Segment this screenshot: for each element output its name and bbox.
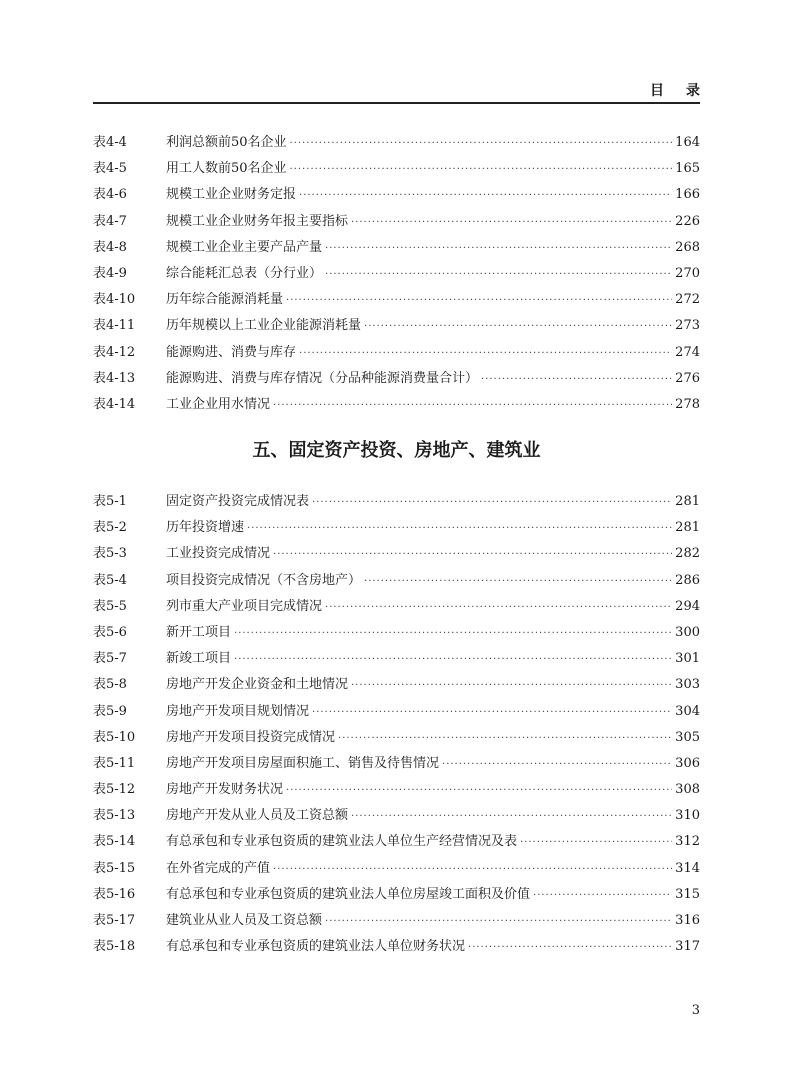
table-code: 表5-7	[93, 651, 127, 667]
entry-title: 项目投资完成情况（不含房地产）	[166, 572, 362, 588]
entry-title: 固定资产投资完成情况表	[166, 494, 310, 509]
toc-entry[interactable]	[93, 367, 700, 393]
table-code: 表5-17	[93, 913, 136, 928]
table-code: 表5-10	[93, 729, 136, 745]
table-code: 表5-6	[93, 624, 127, 640]
toc-entry[interactable]	[93, 673, 700, 699]
entry-page: 268	[675, 239, 700, 255]
toc-entry[interactable]	[93, 314, 700, 340]
toc-entry[interactable]	[93, 595, 700, 621]
entry-page: 308	[675, 782, 700, 798]
dot-leader	[286, 785, 672, 796]
table-code: 表4-10	[93, 292, 136, 308]
toc-entry[interactable]	[93, 752, 700, 778]
entry-title: 房地产开发财务状况	[166, 782, 284, 798]
table-code: 表5-5	[93, 598, 127, 614]
table-code: 表4-11	[93, 318, 136, 334]
table-code: 表5-2	[93, 520, 127, 536]
toc-entry[interactable]	[93, 210, 700, 236]
toc-entry[interactable]	[93, 131, 700, 157]
toc-entry[interactable]	[93, 288, 700, 314]
table-code: 表4-12	[93, 344, 136, 360]
toc-entry[interactable]	[93, 647, 700, 673]
dot-leader	[364, 576, 672, 587]
entry-page: 165	[675, 161, 700, 177]
entry-title: 列市重大产业项目完成情况	[166, 598, 323, 614]
table-code: 表5-1	[93, 494, 127, 509]
dot-leader	[290, 164, 673, 175]
table-code: 表5-14	[93, 834, 136, 850]
dot-leader	[481, 374, 672, 385]
table-code: 表5-9	[93, 703, 127, 719]
dot-leader	[273, 549, 672, 560]
section-heading: 五、固定资产投资、房地产、建筑业	[252, 440, 541, 461]
dot-leader	[468, 942, 672, 953]
dot-leader	[325, 916, 672, 927]
table-code: 表5-4	[93, 572, 127, 588]
header-title: 目录	[650, 83, 722, 99]
entry-page: 278	[675, 396, 700, 412]
toc-entry[interactable]	[93, 830, 700, 856]
table-code: 表4-5	[93, 161, 127, 177]
table-code: 表4-14	[93, 396, 136, 412]
dot-leader	[325, 602, 672, 613]
dot-leader	[312, 497, 672, 508]
entry-page: 166	[675, 187, 700, 203]
toc-entry[interactable]	[93, 236, 700, 262]
dot-leader	[325, 269, 672, 280]
entry-title: 规模工业企业主要产品产量	[166, 239, 323, 255]
entry-page: 226	[675, 213, 700, 229]
entry-title: 在外省完成的产值	[166, 860, 271, 876]
entry-page: 315	[675, 886, 700, 902]
entry-page: 282	[675, 546, 700, 562]
table-code: 表5-15	[93, 860, 136, 876]
dot-leader	[442, 759, 672, 770]
entry-page: 310	[675, 808, 700, 824]
toc-entry[interactable]	[93, 883, 700, 909]
entry-title: 新开工项目	[166, 624, 232, 640]
entry-title: 规模工业企业财务年报主要指标	[166, 213, 349, 229]
dot-leader	[351, 217, 672, 228]
toc-section-5-list	[93, 490, 700, 961]
entry-title: 房地产开发项目规划情况	[166, 703, 310, 719]
entry-page: 294	[675, 598, 700, 614]
table-code: 表5-13	[93, 808, 136, 824]
table-code: 表4-4	[93, 135, 127, 150]
header-rule	[93, 102, 700, 104]
entry-title: 工业企业用水情况	[166, 396, 271, 412]
toc-entry[interactable]	[93, 516, 700, 542]
entry-title: 有总承包和专业承包资质的建筑业法人单位财务状况	[166, 939, 466, 955]
dot-leader	[290, 138, 673, 149]
table-code: 表5-3	[93, 546, 127, 562]
entry-title: 历年投资增速	[166, 520, 245, 536]
entry-title: 有总承包和专业承包资质的建筑业法人单位生产经营情况及表	[166, 834, 518, 850]
entry-title: 利润总额前50名企业	[166, 135, 287, 150]
toc-entry[interactable]	[93, 726, 700, 752]
dot-leader	[351, 680, 672, 691]
toc-entry[interactable]	[93, 393, 700, 419]
dot-leader	[286, 295, 672, 306]
toc-entry[interactable]	[93, 341, 700, 367]
entry-page: 270	[675, 265, 700, 281]
entry-title: 用工人数前50名企业	[166, 161, 287, 177]
entry-title: 房地产开发从业人员及工资总额	[166, 808, 349, 824]
entry-title: 新竣工项目	[166, 651, 232, 667]
table-code: 表5-8	[93, 677, 127, 693]
page-number: 3	[691, 1003, 700, 1018]
dot-leader	[299, 190, 672, 201]
entry-page: 303	[675, 677, 700, 693]
table-code: 表4-6	[93, 187, 127, 203]
entry-page: 274	[675, 344, 700, 360]
entry-title: 规模工业企业财务定报	[166, 187, 297, 203]
entry-page: 314	[675, 860, 700, 876]
table-code: 表4-9	[93, 265, 127, 281]
table-code: 表5-11	[93, 755, 136, 771]
entry-page: 316	[675, 913, 700, 928]
table-code: 表5-18	[93, 939, 136, 955]
entry-title: 房地产开发企业资金和土地情况	[166, 677, 349, 693]
dot-leader	[533, 890, 672, 901]
dot-leader	[234, 628, 672, 639]
toc-entry[interactable]	[93, 262, 700, 288]
toc-entry[interactable]	[93, 490, 700, 516]
table-code: 表4-7	[93, 213, 127, 229]
entry-page: 272	[675, 292, 700, 308]
toc-entry[interactable]	[93, 157, 700, 183]
dot-leader	[273, 864, 672, 875]
dot-leader	[351, 811, 672, 822]
entry-title: 工业投资完成情况	[166, 546, 271, 562]
dot-leader	[299, 348, 672, 359]
toc-entry[interactable]	[93, 183, 700, 209]
toc-entry[interactable]	[93, 935, 700, 961]
table-code: 表4-13	[93, 370, 136, 386]
toc-entry[interactable]	[93, 778, 700, 804]
entry-page: 281	[675, 494, 700, 509]
entry-page: 300	[675, 624, 700, 640]
entry-page: 312	[675, 834, 700, 850]
table-code: 表5-12	[93, 782, 136, 798]
entry-page: 305	[675, 729, 700, 745]
toc-entry[interactable]	[93, 700, 700, 726]
entry-page: 273	[675, 318, 700, 334]
dot-leader	[312, 707, 672, 718]
entry-page: 164	[675, 135, 700, 150]
dot-leader	[325, 243, 672, 254]
entry-title: 房地产开发项目房屋面积施工、销售及待售情况	[166, 755, 440, 771]
running-header	[93, 80, 722, 102]
entry-title: 历年综合能源消耗量	[166, 292, 284, 308]
entry-title: 建筑业从业人员及工资总额	[166, 913, 323, 928]
dot-leader	[234, 654, 672, 665]
entry-page: 306	[675, 755, 700, 771]
dot-leader	[247, 523, 672, 534]
table-code: 表5-16	[93, 886, 136, 902]
dot-leader	[364, 321, 672, 332]
toc-entry[interactable]	[93, 909, 700, 935]
toc-entry[interactable]	[93, 857, 700, 883]
entry-title: 能源购进、消费与库存情况（分品种能源消费量合计）	[166, 370, 479, 386]
entry-title: 综合能耗汇总表（分行业）	[166, 265, 323, 281]
dot-leader	[520, 837, 672, 848]
entry-title: 房地产开发项目投资完成情况	[166, 729, 336, 745]
table-code: 表4-8	[93, 239, 127, 255]
entry-page: 286	[675, 572, 700, 588]
entry-title: 能源购进、消费与库存	[166, 344, 297, 360]
entry-title: 有总承包和专业承包资质的建筑业法人单位房屋竣工面积及价值	[166, 886, 531, 902]
entry-page: 301	[675, 651, 700, 667]
toc-entry[interactable]	[93, 542, 700, 568]
dot-leader	[273, 400, 672, 411]
entry-page: 304	[675, 703, 700, 719]
entry-title: 历年规模以上工业企业能源消耗量	[166, 318, 362, 334]
entry-page: 276	[675, 370, 700, 386]
dot-leader	[338, 733, 672, 744]
toc-entry[interactable]	[93, 569, 700, 595]
entry-page: 281	[675, 520, 700, 536]
toc-entry[interactable]	[93, 621, 700, 647]
toc-section-4-list	[93, 131, 700, 419]
toc-entry[interactable]	[93, 804, 700, 830]
entry-page: 317	[675, 939, 700, 955]
